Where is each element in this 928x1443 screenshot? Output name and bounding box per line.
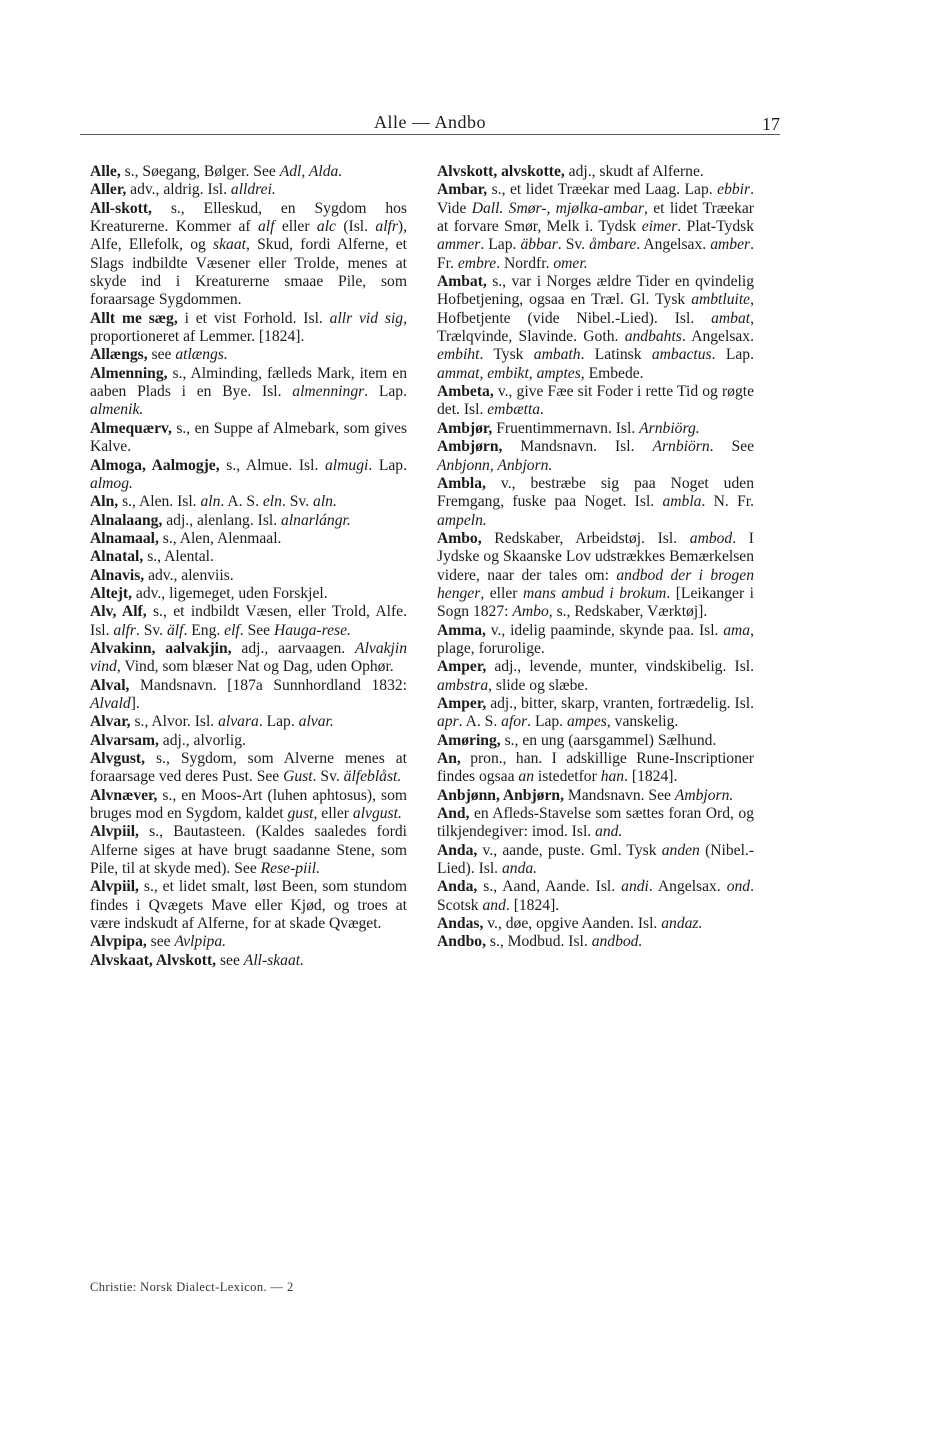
entry-headword: Ambo, — [437, 529, 482, 547]
dictionary-entry — [90, 163, 407, 181]
entry-definition: , proportioneret af Lemmer. [1824]. — [90, 309, 407, 346]
entry-citation: ambat — [711, 309, 751, 327]
dictionary-entry — [90, 603, 407, 640]
entry-headword: Alv, Alf, — [90, 603, 147, 621]
entry-definition: adj., skudt af Alferne. — [564, 163, 704, 180]
dictionary-entry — [90, 310, 407, 347]
entry-definition: s., Alen. Isl. — [118, 493, 201, 511]
entry-citation: ambstra — [437, 676, 489, 694]
entry-headword: And, — [437, 805, 470, 823]
entry-definition: , vanskelig. — [606, 713, 679, 731]
page-number: 17 — [762, 114, 780, 134]
dictionary-entry — [90, 878, 407, 933]
dictionary-entry — [90, 732, 407, 750]
entry-citation: alnarlángr. — [281, 511, 351, 529]
entry-citation: mans ambud i brokum — [522, 584, 667, 602]
entry-citation: embætta. — [487, 401, 544, 419]
entry-citation: andi — [621, 878, 649, 896]
entry-definition: . Sv. — [281, 493, 314, 511]
entry-definition: , Hofbetjente (vide Nibel.-Lied). Isl. — [437, 291, 754, 327]
entry-citation: han — [600, 768, 625, 786]
dictionary-entry — [90, 200, 407, 310]
entry-citation: Arnbiörg. — [639, 419, 700, 437]
dictionary-entry — [90, 181, 407, 199]
entry-citation: ammat, embikt, amptes — [437, 364, 581, 382]
right-column — [437, 163, 754, 952]
entry-headword: Ambjørn, — [437, 438, 503, 456]
entry-definition: adv., aldrig. Isl. — [126, 181, 231, 199]
entry-definition: . A. S. — [220, 493, 263, 511]
entry-headword: Amøring, — [437, 731, 501, 749]
footer-signature: Christie: Norsk Dialect-Lexicon. — 2 — [90, 1280, 294, 1294]
entry-citation: älf — [166, 621, 184, 639]
entry-headword: Alvar, — [90, 713, 131, 731]
entry-citation: Rese-piil. — [260, 860, 320, 878]
entry-citation: alldrei. — [230, 181, 276, 199]
entry-definition: (Isl. — [335, 218, 376, 236]
entry-headword: Aller, — [90, 181, 127, 199]
entry-definition: . N. Fr. — [701, 493, 754, 511]
dictionary-entry — [437, 383, 754, 420]
entry-headword: Alnatal, — [90, 548, 144, 566]
entry-citation: alc — [316, 218, 336, 236]
entry-headword: Alvpiil, — [90, 823, 139, 841]
entry-headword: Amma, — [437, 621, 486, 639]
entry-headword: An, — [437, 750, 461, 767]
entry-citation: Avlpipa. — [174, 933, 227, 951]
entry-headword: Alvskott, alvskotte, — [437, 163, 565, 180]
entry-headword: Almoga, Aalmogje, — [90, 456, 220, 474]
entry-definition: . Angelsax. — [648, 878, 727, 896]
entry-headword: Alnamaal, — [90, 529, 159, 547]
entry-definition: s., en Moos-Art (luhen aphtosus), som bruges mod en Sygdom, kaldet — [90, 786, 407, 823]
entry-citation: ammer — [437, 236, 481, 254]
entry-citation: alf — [258, 218, 275, 236]
entry-headword: Altejt, — [90, 584, 132, 602]
entry-headword: Ambat, — [437, 273, 487, 291]
entry-definition: . Plat-Tydsk — [677, 218, 754, 236]
entry-citation: alvgust. — [352, 805, 402, 823]
dictionary-entry — [90, 787, 407, 824]
entry-citation: älfeblåst. — [343, 768, 402, 786]
dictionary-entry — [437, 787, 754, 805]
dictionary-entry — [90, 750, 407, 787]
entry-citation: almog. — [90, 474, 133, 492]
dictionary-entry — [437, 163, 754, 181]
entry-citation: aln — [200, 493, 221, 511]
entry-citation: ond — [726, 878, 751, 896]
entry-citation: andbod der i brogen henger — [437, 566, 754, 602]
entry-definition: Redskaber, Arbeidstøj. Isl. — [481, 529, 690, 547]
entry-definition: adj., alenlang. Isl. — [162, 511, 282, 529]
entry-definition: . Sv. — [557, 236, 590, 254]
entry-headword: Alnavis, — [90, 566, 145, 584]
entry-headword: Alnalaang, — [90, 511, 163, 529]
dictionary-entry — [437, 622, 754, 659]
entry-citation: elf — [224, 621, 240, 639]
entry-definition: . Lap. — [480, 236, 521, 254]
entry-definition: , Trælqvinde, Slavinde. Goth. — [437, 309, 754, 346]
entry-definition: . [Leikanger i Sogn 1827: — [437, 584, 754, 621]
entry-headword: Ambjør, — [437, 419, 493, 437]
entry-definition: , Skud, fordi Alferne, et Slags indbildte Væsener eller Trolde, menes at skyde ind i Kreaturerne smaae Pile, som foraarsage Sygdommen. — [90, 236, 407, 309]
dictionary-entry — [90, 548, 407, 566]
entry-definition: adv., ligemeget, uden Forskjel. — [132, 584, 328, 602]
entry-definition: s., Alvor. Isl. — [130, 713, 219, 731]
dictionary-entry — [437, 438, 754, 475]
entry-headword: Amper, — [437, 694, 487, 712]
entry-citation: andbod. — [591, 933, 643, 951]
entry-definition: s., en Suppe af Almebark, som gives Kalve. — [90, 419, 407, 456]
entry-definition: . Tysk — [479, 346, 534, 364]
dictionary-entry — [437, 475, 754, 530]
entry-definition: . Angelsax. — [681, 328, 754, 346]
entry-headword: Alvskaat, Alvskott, — [90, 951, 217, 969]
entry-definition: ]. — [130, 694, 140, 712]
entry-definition: . [1824]. — [505, 896, 560, 914]
entry-definition: . [1824]. — [624, 768, 678, 786]
entry-citation: anda. — [501, 860, 538, 878]
entry-definition: s., Alental. — [143, 548, 214, 566]
entry-citation: allr vid sig — [329, 309, 404, 327]
entry-definition: s., et lidet smalt, løst Been, som stundom findes i Qvægets Mave eller Kjød, og troes at være indskudt af Alferne, for at skade Qvæget. — [90, 878, 407, 933]
entry-definition: see — [216, 951, 244, 969]
entry-definition: , Embede. — [580, 364, 644, 382]
entry-headword: Almequærv, — [90, 419, 172, 437]
dictionary-entry — [437, 933, 754, 951]
entry-citation: ambath — [533, 346, 581, 364]
entry-definition: . Eng. — [183, 621, 225, 639]
dictionary-entry — [437, 915, 754, 933]
entry-citation: Alvald — [90, 694, 131, 712]
entry-definition: s., et lidet Træekar med Laag. Lap. — [487, 181, 718, 199]
dictionary-entry — [437, 805, 754, 842]
entry-headword: Alvpiil, — [90, 878, 139, 896]
entry-definition: . Sv. — [135, 621, 167, 639]
entry-definition: see — [146, 933, 175, 951]
entry-definition: i et vist Forhold. Isl. — [177, 309, 330, 327]
dictionary-entry — [90, 512, 407, 530]
entry-definition: v., give Fæe sit Foder i rette Tid og røgte det. Isl. — [437, 383, 754, 419]
dictionary-entry — [437, 273, 754, 383]
entry-definition: s., Bautasteen. (Kaldes saaledes fordi Alferne siges at have brugt saadanne Stene, som Pile, til at skyde med). See — [90, 823, 407, 878]
dictionary-entry — [437, 530, 754, 622]
entry-definition: pron., han. I adskillige Rune-Inscriptioner findes ogsaa — [437, 750, 754, 786]
entry-citation: ebbir — [717, 181, 751, 199]
entry-citation: Alvakjin vind — [90, 639, 408, 676]
entry-definition: . Nordfr. — [496, 254, 554, 272]
entry-definition: s., Alminding, fælleds Mark, item en aaben Plads i en Bye. Isl. — [90, 364, 407, 401]
entry-citation: alvara — [218, 713, 259, 731]
entry-definition: s., et indbildt Væsen, eller Trold, Alfe. Isl. — [90, 603, 408, 639]
dictionary-entry — [90, 677, 407, 714]
entry-citation: ampes — [566, 713, 607, 731]
entry-citation: ambactus — [651, 346, 712, 364]
entry-headword: Anda, — [437, 878, 478, 896]
entry-citation: alfr — [113, 621, 136, 639]
entry-definition: . Lap. — [364, 383, 407, 401]
entry-definition: , eller — [313, 805, 353, 823]
entry-citation: atlængs. — [175, 346, 228, 364]
entry-definition: , slide og slæbe. — [488, 676, 589, 694]
entry-definition: adv., alenviis. — [144, 566, 234, 584]
entry-definition: s., Almue. Isl. — [219, 456, 325, 474]
entry-definition: ), Alfe, Ellefolk, og — [90, 218, 408, 254]
dictionary-entry — [90, 640, 407, 677]
entry-definition: s., en ung (aarsgammel) Sælhund. — [500, 731, 717, 749]
entry-definition: adj., aarvaagen. — [231, 639, 356, 657]
entry-definition: Mandsnavn. [187a Sunnhordland 1832: — [129, 676, 407, 694]
entry-citation: amber — [710, 236, 751, 254]
entry-definition: adj., alvorlig. — [158, 731, 246, 749]
entry-headword: Alvnæver, — [90, 786, 158, 804]
entry-citation: and. — [595, 823, 623, 841]
entry-citation: almugi — [325, 456, 369, 474]
entry-headword: Alval, — [90, 676, 130, 694]
entry-definition: see — [147, 346, 176, 364]
entry-definition: en Afleds-Stavelse som sættes foran Ord, og tilkjendegiver: imod. Isl. — [437, 805, 754, 841]
dictionary-entry — [90, 420, 407, 457]
entry-headword: Aln, — [90, 493, 119, 511]
dictionary-entry — [437, 750, 754, 787]
entry-citation: almenningr — [292, 383, 365, 401]
entry-definition: eller — [274, 218, 317, 236]
entry-definition: s., Elleskud, en Sygdom hos Kreaturerne. Kommer af — [90, 199, 407, 236]
entry-definition: . Lap. — [368, 456, 407, 474]
entry-definition: istedetfor — [534, 768, 601, 786]
entry-definition: , s., Redskaber, Værktøj]. — [548, 603, 708, 621]
entry-definition: s., Sygdom, som Alverne menes at foraarsage ved deres Pust. See — [90, 750, 407, 786]
entry-definition: adj., bitter, skarp, vranten, fortrædelig. Isl. — [486, 694, 754, 712]
entry-citation: an — [518, 768, 535, 786]
entry-definition: . Latinsk — [580, 346, 652, 364]
entry-definition: . Lap. — [711, 346, 754, 364]
dictionary-entry — [437, 181, 754, 273]
entry-definition: . Vide — [437, 181, 754, 217]
dictionary-entry — [90, 493, 407, 511]
entry-headword: Alle, — [90, 163, 121, 180]
dictionary-entry — [90, 346, 407, 364]
entry-definition: . Angelsax. — [636, 236, 711, 254]
entry-citation: Arnbiörn — [652, 438, 710, 456]
entry-citation: almenik. — [90, 401, 144, 419]
entry-citation: eln — [262, 493, 282, 511]
entry-definition: . See — [239, 621, 274, 639]
entry-citation: All-skaat. — [243, 951, 304, 969]
entry-headword: Ambar, — [437, 181, 488, 199]
entry-citation: ambtluite — [691, 291, 751, 309]
dictionary-entry — [90, 585, 407, 603]
entry-definition: . Fr. — [437, 236, 754, 272]
entry-definition: Mandsnavn. See — [563, 786, 675, 804]
entry-headword: Ambeta, — [437, 383, 494, 401]
entry-citation: ambod — [689, 529, 733, 547]
entry-citation: Ambjorn. — [674, 786, 734, 804]
entry-headword: Alvpipa, — [90, 933, 147, 951]
entry-definition: adj., levende, munter, vindskibelig. Isl. — [486, 658, 754, 676]
running-header — [80, 112, 780, 135]
entry-citation: aln. — [313, 493, 337, 511]
dictionary-entry — [90, 567, 407, 585]
left-column — [90, 163, 407, 970]
entry-definition: (Nibel.-Lied). Isl. — [437, 841, 754, 878]
entry-definition: v., aande, puste. Gml. Tysk — [477, 841, 662, 859]
entry-citation: Dall. Smør-, mjølka-ambar — [471, 199, 645, 217]
entry-definition: , eller — [480, 584, 523, 602]
entry-definition: , plage, forurolige. — [437, 621, 754, 657]
entry-headword: Andas, — [437, 915, 484, 933]
entry-citation: embre — [457, 254, 497, 272]
entry-citation: ama — [723, 621, 751, 639]
dictionary-entry — [90, 713, 407, 731]
entry-headword: Alvakinn, aalvakjin, — [90, 639, 232, 657]
dictionary-entry — [437, 695, 754, 732]
entry-definition: v., bestræbe sig paa Noget uden Fremgang, fuske paa Noget. Isl. — [437, 474, 754, 511]
entry-citation: andaz. — [661, 915, 703, 933]
entry-citation: afor — [501, 713, 528, 731]
entry-headword: Amper, — [437, 658, 487, 676]
entry-citation: Ambo — [512, 603, 549, 621]
entry-headword: Ambla, — [437, 474, 486, 492]
entry-citation: apr — [437, 713, 459, 731]
dictionary-entry — [437, 420, 754, 438]
entry-headword: Allængs, — [90, 346, 148, 364]
entry-headword: All-skott, — [90, 199, 152, 217]
entry-citation: gust — [287, 805, 314, 823]
entry-citation: ambla — [662, 493, 702, 511]
header-title: Alle — Andbo — [374, 112, 486, 132]
entry-citation: ampeln. — [437, 511, 487, 529]
entry-definition: v., idelig paaminde, skynde paa. Isl. — [485, 621, 724, 639]
entry-citation: andbahts — [624, 328, 682, 346]
entry-definition: . Sv. — [312, 768, 344, 786]
entry-citation: alvar. — [298, 713, 334, 731]
entry-citation: skaat — [213, 236, 246, 254]
entry-citation: Anbjonn, Anbjorn. — [437, 456, 553, 474]
entry-definition: . I Jydske og Skaanske Lov udstrækkes Bemærkelsen videre, naar der tales om: — [437, 529, 754, 584]
entry-headword: Andbo, — [437, 933, 486, 951]
dictionary-entry — [437, 878, 754, 915]
entry-headword: Almenning, — [90, 364, 168, 382]
dictionary-entry — [90, 365, 407, 420]
entry-citation: äbbar — [520, 236, 558, 254]
entry-headword: Alvgust, — [90, 750, 146, 767]
entry-definition: s., Søegang, Bølger. See — [120, 163, 280, 180]
entry-definition: . See — [709, 438, 754, 456]
dictionary-entry — [437, 658, 754, 695]
dictionary-entry — [90, 952, 407, 970]
entry-definition: v., døe, opgive Aanden. Isl. — [483, 915, 662, 933]
entry-headword: Anda, — [437, 841, 478, 859]
entry-definition: s., var i Norges ældre Tider en qvindelig Hofbetjening, ogsaa en Træl. Gl. Tysk — [437, 273, 754, 309]
entry-citation: and — [482, 896, 506, 914]
entry-headword: Alvarsam, — [90, 731, 159, 749]
dictionary-entry — [90, 530, 407, 548]
entry-citation: omer. — [553, 254, 588, 272]
dictionary-entry — [437, 732, 754, 750]
entry-citation: anden — [661, 841, 700, 859]
entry-citation: eimer — [641, 218, 678, 236]
entry-citation: Gust — [283, 768, 313, 786]
entry-definition: Mandsnavn. Isl. — [502, 438, 653, 456]
entry-headword: Anbjønn, Anbjørn, — [437, 786, 564, 804]
entry-definition: . Lap. — [258, 713, 299, 731]
entry-definition: s., Modbud. Isl. — [485, 933, 592, 951]
entry-citation: Adl, Alda. — [279, 163, 343, 180]
entry-citation: åmbare — [589, 236, 637, 254]
entry-definition: , et lidet Træekar at forvare Smør, Melk i. Tydsk — [437, 199, 754, 236]
entry-headword: Allt me sæg, — [90, 309, 178, 327]
entry-citation: Hauga-rese. — [273, 621, 351, 639]
dictionary-entry — [437, 842, 754, 879]
entry-definition: s., Aand, Aande. Isl. — [477, 878, 622, 896]
entry-definition: . A. S. — [458, 713, 502, 731]
entry-citation: alfr — [375, 218, 398, 236]
dictionary-entry — [90, 933, 407, 951]
entry-definition: . Lap. — [527, 713, 567, 731]
dictionary-entry — [90, 823, 407, 878]
entry-definition: Fruentimmernavn. Isl. — [492, 419, 640, 437]
dictionary-entry — [90, 457, 407, 494]
entry-citation: embiht — [437, 346, 480, 364]
entry-definition: s., Alen, Alenmaal. — [158, 529, 282, 547]
entry-definition: . Scotsk — [437, 878, 754, 914]
entry-definition: , Vind, som blæser Nat og Dag, uden Ophør. — [116, 658, 394, 676]
